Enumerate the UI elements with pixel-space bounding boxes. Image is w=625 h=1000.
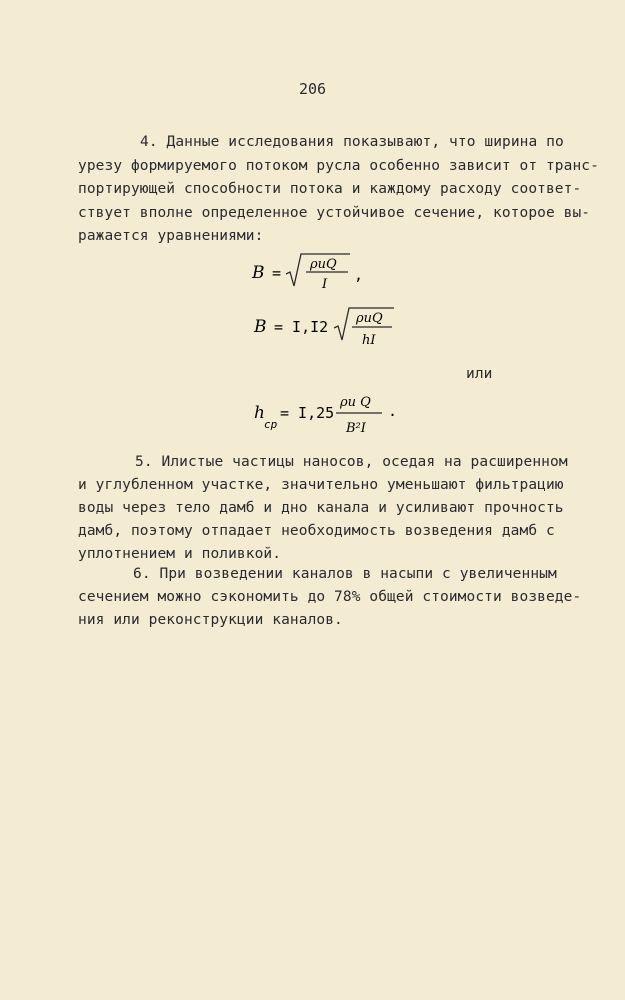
formula-1-eq: =	[272, 264, 282, 282]
para4-line-1: 4. Данные исследования показывают, что ширина по	[140, 134, 564, 150]
formula-3-sub: ср	[264, 418, 278, 431]
formula-1-tail: ,	[354, 266, 364, 284]
formula-2-den: hI	[362, 333, 376, 348]
page-number: 206	[298, 80, 327, 98]
para4-line-4: ствует вполне определенное устойчивое сечение, которое вы-	[78, 205, 591, 221]
formula-3-den: B²I	[346, 421, 366, 436]
formula-2	[252, 302, 432, 354]
formula-2-lhs: B	[254, 317, 267, 337]
para6-line-3: ния или реконструкции каналов.	[78, 612, 343, 628]
para6-line-1: 6. При возведении каналов в насыпи с увеличенным	[133, 566, 557, 582]
formula-1	[250, 248, 390, 298]
formula-3-tail: .	[388, 402, 398, 420]
para6-line-2: сечением можно сэкономить до 78% общей стоимости возведе-	[78, 589, 582, 605]
para5-line-4: дамб, поэтому отпадает необходимость возведения дамб с	[78, 523, 555, 539]
para5-line-3: воды через тело дамб и дно канала и усиливают прочность	[78, 500, 564, 516]
para4-line-2: урезу формируемого потоком русла особенно зависит от транс-	[78, 158, 599, 174]
formula-2-eq: = I,I2	[274, 318, 329, 336]
para4-line-5: ражается уравнениями:	[78, 228, 264, 244]
or-word: или	[466, 366, 493, 382]
para4-line-3: портирующей способности потока и каждому расходу соответ-	[78, 181, 582, 197]
formula-3-eq: = I,25	[280, 404, 335, 422]
para5-line-1: 5. Илистые частицы наносов, оседая на расширенном	[135, 454, 568, 470]
formula-3	[250, 386, 420, 446]
formula-1-num: ρuQ	[310, 257, 337, 272]
formula-2-num: ρuQ	[356, 311, 383, 326]
formula-3-lhs: h	[254, 403, 265, 423]
formula-1-den: I	[322, 277, 328, 292]
formula-3-num: ρu Q	[340, 395, 371, 410]
para5-line-5: уплотнением и поливкой.	[78, 546, 282, 562]
para5-line-2: и углубленном участке, значительно уменьшают фильтрацию	[78, 477, 564, 493]
formula-1-lhs: B	[252, 263, 265, 283]
